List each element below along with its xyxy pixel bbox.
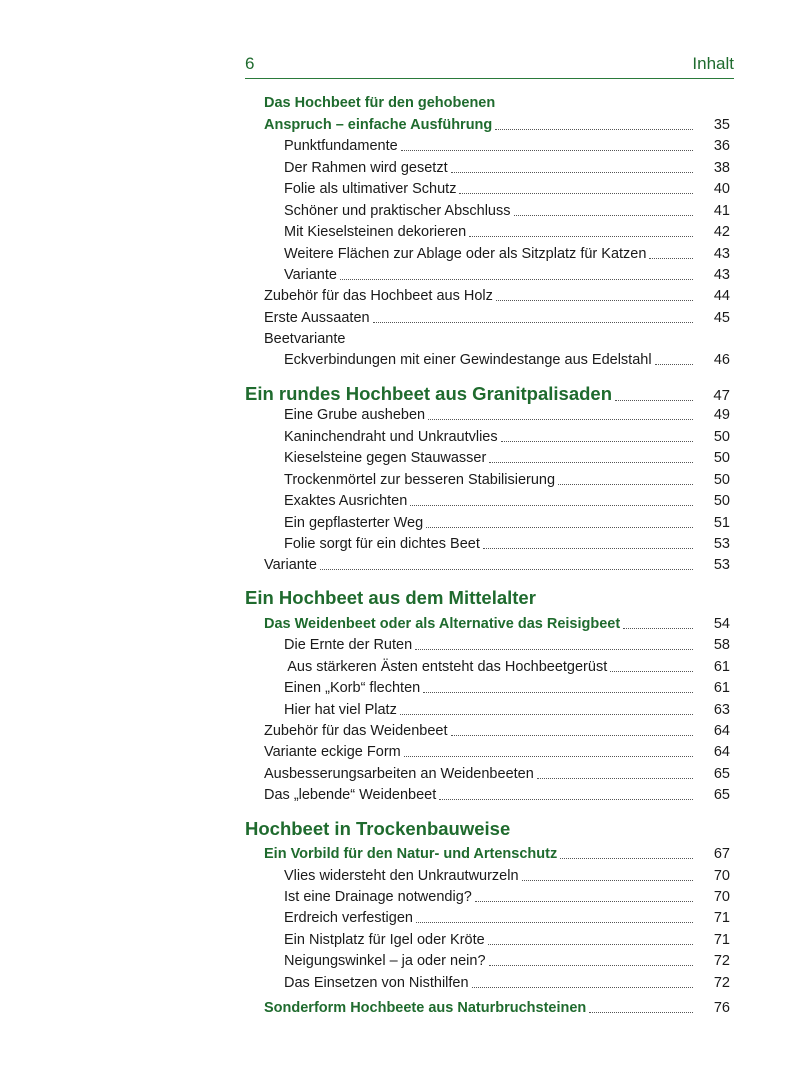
- toc-entry: [284, 657, 730, 677]
- toc-entry-page: 58: [713, 637, 730, 653]
- toc-entry-title: Trockenmörtel zur besseren Stabilisierung: [284, 472, 556, 488]
- toc-entry: [264, 308, 730, 328]
- dot-leader: [404, 756, 693, 757]
- toc-entry-title: Erdreich verfestigen: [284, 910, 413, 926]
- toc-entry-title: Variante eckige Form: [264, 744, 401, 760]
- toc-entry: [284, 534, 730, 554]
- toc-entry-title: Exaktes Ausrichten: [284, 493, 408, 509]
- toc-entry-heading: [264, 115, 730, 135]
- dot-leader: [558, 484, 693, 485]
- toc-entry: [284, 513, 730, 533]
- toc-entry-title: Schöner und praktischer Abschluss: [284, 203, 511, 219]
- toc-entry-page: 54: [713, 616, 730, 632]
- dot-leader: [340, 279, 693, 280]
- toc-chapter-title: Ein rundes Hochbeet aus Granitpalisaden: [245, 383, 613, 404]
- toc-entry-page: 38: [713, 160, 730, 176]
- toc-entry-title: Kaninchendraht und Unkrautvlies: [284, 429, 498, 445]
- toc-entry-page: 44: [713, 288, 730, 304]
- toc-entry: [284, 887, 730, 907]
- dot-leader: [472, 987, 693, 988]
- dot-leader: [483, 548, 693, 549]
- toc-entry-title: Mit Kieselsteinen dekorieren: [284, 224, 467, 240]
- toc-entry-title: Beetvariante: [264, 331, 346, 347]
- toc-entry-title: Einen „Korb“ flechten: [284, 680, 421, 696]
- toc-entry-title: Ein Nistplatz für Igel oder Kröte: [284, 932, 485, 948]
- toc-entry-title: Variante: [264, 557, 317, 573]
- toc-entry-page: 72: [713, 975, 730, 991]
- toc-entry-page: 47: [713, 387, 730, 404]
- toc-entry-title: Variante: [284, 267, 337, 283]
- toc-entry: [264, 785, 730, 805]
- toc-entry-title: Punktfundamente: [284, 138, 398, 154]
- dot-leader: [589, 1012, 693, 1013]
- dot-leader: [489, 965, 693, 966]
- dot-leader: [415, 649, 693, 650]
- toc-entry-heading: [264, 614, 730, 634]
- dot-leader: [496, 300, 693, 301]
- toc-entry-page: 64: [713, 723, 730, 739]
- toc-entry-page: 50: [713, 472, 730, 488]
- toc-entry-page: 50: [713, 493, 730, 509]
- toc-entry-title: Folie sorgt für ein dichtes Beet: [284, 536, 480, 552]
- toc-entry-page: 49: [713, 407, 730, 423]
- toc-entry-page: 36: [713, 138, 730, 154]
- dot-leader: [489, 462, 693, 463]
- dot-leader: [426, 527, 693, 528]
- toc-entry-page: 50: [713, 450, 730, 466]
- toc-entry-title: Eine Grube ausheben: [284, 407, 426, 423]
- toc-entry-page: 67: [713, 846, 730, 862]
- toc-entry-title: Weitere Flächen zur Ablage oder als Sitzplatz für Katzen: [284, 246, 647, 262]
- dot-leader: [400, 714, 693, 715]
- toc-entry-page: 51: [713, 515, 730, 531]
- dot-leader: [610, 671, 693, 672]
- toc-entry-title: Das Einsetzen von Nisthilfen: [284, 975, 469, 991]
- toc-entry: [284, 908, 730, 928]
- toc-entry: [284, 678, 730, 698]
- toc-chapter: [245, 382, 730, 406]
- toc-entry-page: 71: [713, 910, 730, 926]
- toc-entry: [284, 179, 730, 199]
- toc-entry-title: Das „lebende“ Weidenbeet: [264, 787, 437, 803]
- dot-leader: [560, 858, 693, 859]
- toc-entry-page: 70: [713, 868, 730, 884]
- toc-entry: [264, 764, 730, 784]
- toc-entry: [264, 286, 730, 306]
- toc-entry: [284, 244, 730, 264]
- toc-entry-title: Vlies widersteht den Unkrautwurzeln: [284, 868, 519, 884]
- toc-entry-title: Der Rahmen wird gesetzt: [284, 160, 448, 176]
- dot-leader: [615, 400, 693, 401]
- toc-entry-title: Zubehör für das Hochbeet aus Holz: [264, 288, 493, 304]
- toc-entry-title: Ein gepflasterter Weg: [284, 515, 424, 531]
- toc-entry-page: 61: [713, 680, 730, 696]
- toc-entry-page: 45: [713, 310, 730, 326]
- toc-entry-page: 46: [713, 352, 730, 368]
- toc-entry: [284, 930, 730, 950]
- toc-entry-page: 35: [713, 117, 730, 133]
- toc-entry: [284, 448, 730, 468]
- toc-entry-title: Erste Aussaaten: [264, 310, 370, 326]
- toc-entry-title: Das Weidenbeet oder als Alternative das Reisigbeet: [264, 616, 621, 632]
- toc-entry-page: 71: [713, 932, 730, 948]
- toc-entry-page: 76: [713, 1000, 730, 1016]
- toc-heading-line1: Das Hochbeet für den gehobenen: [264, 95, 496, 111]
- dot-leader: [410, 505, 693, 506]
- dot-leader: [423, 692, 693, 693]
- page-number: 6: [245, 54, 255, 73]
- toc-entry: [264, 721, 730, 741]
- dot-leader: [623, 628, 693, 629]
- dot-leader: [495, 129, 693, 130]
- toc-entry: [284, 158, 730, 178]
- dot-leader: [439, 799, 693, 800]
- toc-entry-page: 53: [713, 536, 730, 552]
- toc-entry: [264, 555, 730, 575]
- dot-leader: [373, 322, 693, 323]
- dot-leader: [649, 258, 693, 259]
- toc-entry: [284, 866, 730, 886]
- toc-entry-page: 72: [713, 953, 730, 969]
- dot-leader: [469, 236, 693, 237]
- dot-leader: [401, 150, 693, 151]
- toc-entry: [284, 491, 730, 511]
- dot-leader: [514, 215, 694, 216]
- toc-entry-page: 50: [713, 429, 730, 445]
- dot-leader: [416, 922, 693, 923]
- dot-leader: [428, 419, 693, 420]
- toc-entry: [284, 201, 730, 221]
- toc-entry: [284, 136, 730, 156]
- toc-entry: [284, 222, 730, 242]
- toc-entry-page: 41: [713, 203, 730, 219]
- dot-leader: [475, 901, 693, 902]
- toc-entry-page: 65: [713, 787, 730, 803]
- toc-entry: [284, 265, 730, 285]
- toc-entry-title: Die Ernte der Ruten: [284, 637, 413, 653]
- dot-leader: [451, 735, 693, 736]
- toc-entry-page: 53: [713, 557, 730, 573]
- toc-entry: [284, 350, 730, 370]
- toc-entry-title: Hier hat viel Platz: [284, 702, 397, 718]
- toc-entry-title: Ausbesserungsarbeiten an Weidenbeeten: [264, 766, 534, 782]
- toc-entry-title: Ist eine Drainage notwendig?: [284, 889, 472, 905]
- toc-entry-page: 63: [713, 702, 730, 718]
- toc-entry: [284, 405, 730, 425]
- toc-entry-page: 70: [713, 889, 730, 905]
- toc-entry: [284, 951, 730, 971]
- toc-chapter-title: Hochbeet in Trockenbauweise: [245, 818, 511, 839]
- toc-entry-page: 43: [713, 246, 730, 262]
- page-header: [245, 52, 734, 79]
- dot-leader: [488, 944, 693, 945]
- toc-entry-page: 65: [713, 766, 730, 782]
- toc-entry-title: Ein Vorbild für den Natur- und Artenschutz: [264, 846, 558, 862]
- toc-entry-heading: [264, 998, 730, 1018]
- section-title: Inhalt: [692, 54, 734, 73]
- toc-entry-page: 43: [713, 267, 730, 283]
- toc-entry-title: Folie als ultimativer Schutz: [284, 181, 457, 197]
- dot-leader: [459, 193, 693, 194]
- toc-entry-heading: [264, 844, 730, 864]
- toc-entry-title: Aus stärkeren Ästen entsteht das Hochbeetgerüst: [284, 659, 608, 675]
- toc-entry: [284, 973, 730, 993]
- toc-entry-page: 42: [713, 224, 730, 240]
- toc-entry-page: 61: [713, 659, 730, 675]
- dot-leader: [320, 569, 693, 570]
- dot-leader: [451, 172, 693, 173]
- toc-entry-page: 40: [713, 181, 730, 197]
- toc-entry: [284, 427, 730, 447]
- toc-entry-title: Anspruch – einfache Ausführung: [264, 117, 493, 133]
- toc-entry-title: Sonderform Hochbeete aus Naturbruchsteinen: [264, 1000, 587, 1016]
- toc-entry-title: Neigungswinkel – ja oder nein?: [284, 953, 486, 969]
- toc-entry-title: Zubehör für das Weidenbeet: [264, 723, 448, 739]
- toc-entry-title: Eckverbindungen mit einer Gewindestange aus Edelstahl: [284, 352, 652, 368]
- toc-entry-title: Kieselsteine gegen Stauwasser: [284, 450, 487, 466]
- toc-entry: [284, 635, 730, 655]
- dot-leader: [501, 441, 693, 442]
- toc-entry: [284, 700, 730, 720]
- dot-leader: [537, 778, 693, 779]
- toc-entry-page: 64: [713, 744, 730, 760]
- dot-leader: [655, 364, 693, 365]
- toc-entry: [284, 470, 730, 490]
- dot-leader: [522, 880, 693, 881]
- toc-entry: [264, 742, 730, 762]
- toc-chapter-title: Ein Hochbeet aus dem Mittelalter: [245, 587, 536, 608]
